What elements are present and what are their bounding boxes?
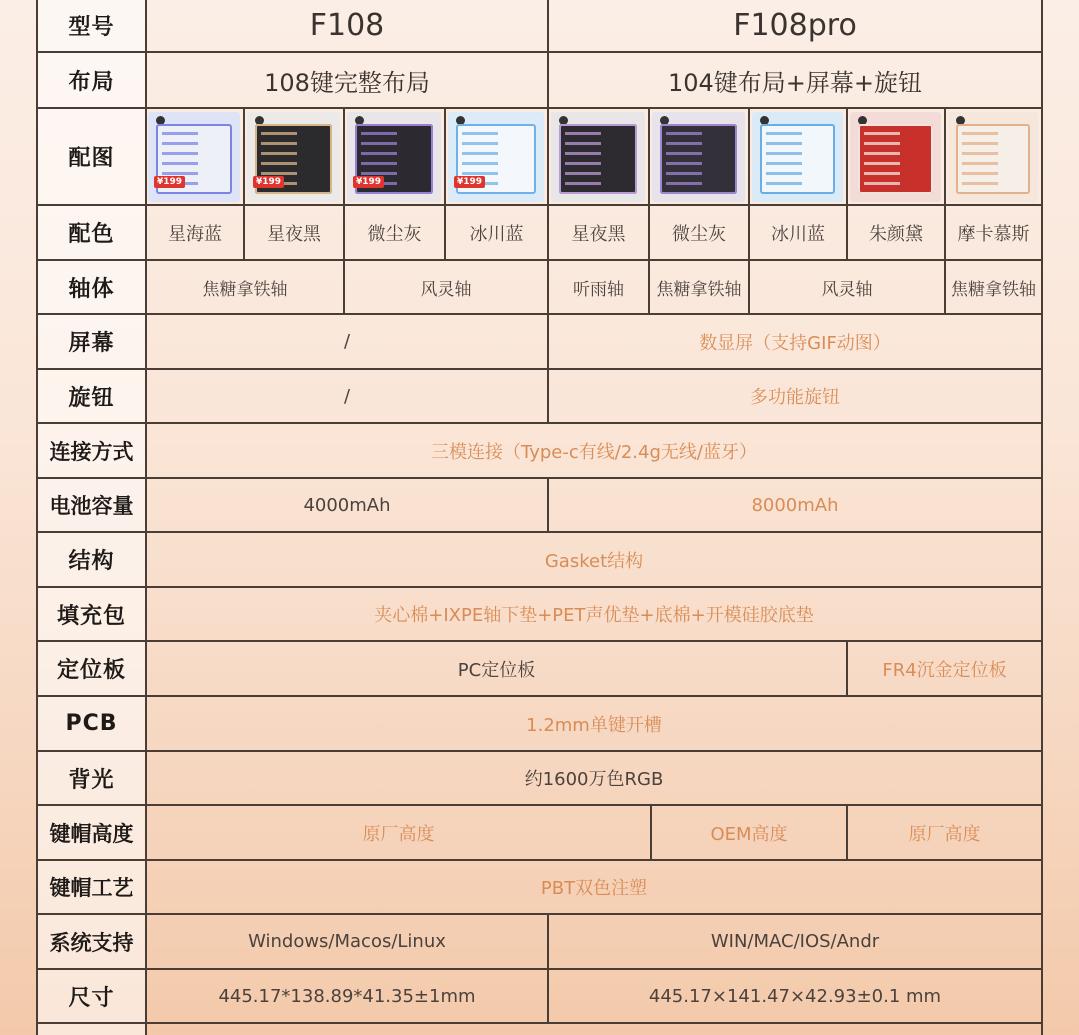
key-row-stripe [565,142,601,145]
key-row-stripe [766,152,802,155]
color-option: 星海蓝 [168,223,222,245]
key-row-stripe [261,162,297,165]
key-row-stripe [565,182,601,185]
size-f108: 445.17*138.89*41.35±1mm [218,985,476,1007]
color-option: 摩卡慕斯 [957,223,1030,245]
row-label-colors: 配色 [68,222,115,247]
key-row-stripe [162,162,198,165]
structure-shared: Gasket结构 [544,550,644,572]
key-row-stripe [261,142,297,145]
key-row-stripe [261,132,297,135]
plate-fr4: FR4沉金定位板 [882,659,1007,681]
product-thumbnail [347,112,441,202]
key-row-stripe [565,162,601,165]
color-option: 星夜黑 [267,223,321,245]
color-option: 微尘灰 [672,223,726,245]
key-row-stripe [666,132,702,135]
model-f108pro: F108pro [733,8,857,43]
filling-shared: 夹心棉+IXPE轴下垫+PET声优垫+底棉+开模硅胶底垫 [374,605,814,626]
layout-f108: 108键完整布局 [264,68,430,97]
knob-f108pro: 多功能旋钮 [750,387,840,408]
key-row-stripe [462,142,498,145]
os-support-f108pro: WIN/MAC/IOS/Andr [710,931,880,952]
key-row-stripe [261,152,297,155]
row-label-size: 尺寸 [68,985,115,1011]
model-f108: F108 [309,8,385,43]
price-badge: ¥199 [353,176,384,188]
key-row-stripe [462,162,498,165]
row-label-plate: 定位板 [56,658,126,683]
product-thumbnail [448,112,544,202]
key-row-stripe [766,142,802,145]
keycap-height-factory: 原厂高度 [908,823,981,845]
key-row-stripe [766,172,802,175]
switch-option: 焦糖拿铁轴 [202,279,288,300]
key-row-stripe [962,162,998,165]
key-row-stripe [565,152,601,155]
layout-f108pro: 104键布局+屏幕+旋钮 [667,68,923,97]
color-option: 星夜黑 [571,223,626,245]
price-badge: ¥199 [253,176,284,188]
plate-pc: PC定位板 [457,659,536,681]
backlight-shared: 约1600万色RGB [524,769,664,790]
pcb-shared: 1.2mm单键开槽 [526,714,662,736]
key-row-stripe [766,182,802,185]
knob-f108: / [343,385,351,407]
key-row-stripe [962,132,998,135]
product-thumbnail [148,112,240,202]
key-row-stripe [361,132,397,135]
keycap-height-oem: OEM高度 [710,823,788,845]
key-row-stripe [766,132,802,135]
switch-option: 风灵轴 [821,279,873,300]
row-label-battery: 电池容量 [49,494,134,518]
key-row-stripe [361,152,397,155]
connection-shared: 三模连接（Type-c有线/2.4g无线/蓝牙） [431,441,757,463]
key-row-stripe [462,132,498,135]
product-thumbnail [948,112,1038,202]
key-row-stripe [361,142,397,145]
key-row-stripe [666,142,702,145]
key-row-stripe [261,172,297,175]
key-row-stripe [666,182,702,185]
row-label-connection: 连接方式 [49,439,134,464]
row-label-keycap-process: 键帽工艺 [49,876,134,900]
row-label-layout: 布局 [68,69,115,95]
key-row-stripe [462,172,498,175]
key-row-stripe [666,162,702,165]
os-support-f108: Windows/Macos/Linux [248,931,446,952]
battery-f108: 4000mAh [303,494,391,516]
row-label-switches: 轴体 [68,276,115,302]
product-thumbnail [247,112,340,202]
key-row-stripe [864,132,900,135]
key-row-stripe [361,162,397,165]
row-label-screen: 屏幕 [68,331,115,356]
key-row-stripe [666,152,702,155]
key-row-stripe [462,152,498,155]
key-row-stripe [962,142,998,145]
switch-option: 焦糖拿铁轴 [656,279,742,300]
key-row-stripe [361,172,397,175]
spec-comparison-table [36,0,1043,1035]
key-row-stripe [766,162,802,165]
key-row-stripe [666,172,702,175]
row-label-backlight: 背光 [68,767,115,793]
key-row-stripe [864,172,900,175]
color-option: 微尘灰 [367,223,422,245]
product-thumbnail [551,112,645,202]
row-label-structure: 结构 [68,549,115,574]
keycap-height-f108: 原厂高度 [362,823,435,845]
key-row-stripe [565,132,601,135]
key-row-stripe [962,172,998,175]
key-row-stripe [162,172,198,175]
color-option: 冰川蓝 [771,223,825,245]
key-row-stripe [162,142,198,145]
row-label-knob: 旋钮 [68,385,115,411]
key-row-stripe [864,182,900,185]
row-label-model: 型号 [68,15,115,40]
size-f108pro: 445.17×141.47×42.93±0.1 mm [648,985,942,1007]
switch-option: 焦糖拿铁轴 [951,279,1036,300]
key-row-stripe [962,182,998,185]
row-label-os-support: 系统支持 [49,930,134,955]
switch-option: 听雨轴 [573,279,624,300]
key-row-stripe [162,152,198,155]
key-row-stripe [565,172,601,175]
key-row-stripe [962,152,998,155]
product-thumbnail [752,112,843,202]
key-row-stripe [864,142,900,145]
switch-option: 风灵轴 [420,279,472,300]
battery-f108pro: 8000mAh [751,494,839,516]
screen-f108pro: 数显屏（支持GIF动图） [699,332,891,354]
row-label-keycap-height: 键帽高度 [49,821,134,846]
key-row-stripe [864,152,900,155]
product-thumbnail [850,112,941,202]
row-label-pcb: PCB [65,711,118,736]
price-badge: ¥199 [454,176,485,188]
product-thumbnail [652,112,745,202]
key-row-stripe [162,132,198,135]
key-row-stripe [864,162,900,165]
keycap-process-shared: PBT双色注塑 [540,878,648,899]
row-label-filling: 填充包 [56,603,126,629]
row-label-images: 配图 [68,146,115,171]
screen-f108: / [343,331,351,352]
color-option: 冰川蓝 [469,223,524,245]
price-badge: ¥199 [154,176,185,188]
color-option: 朱颜黛 [869,223,923,245]
